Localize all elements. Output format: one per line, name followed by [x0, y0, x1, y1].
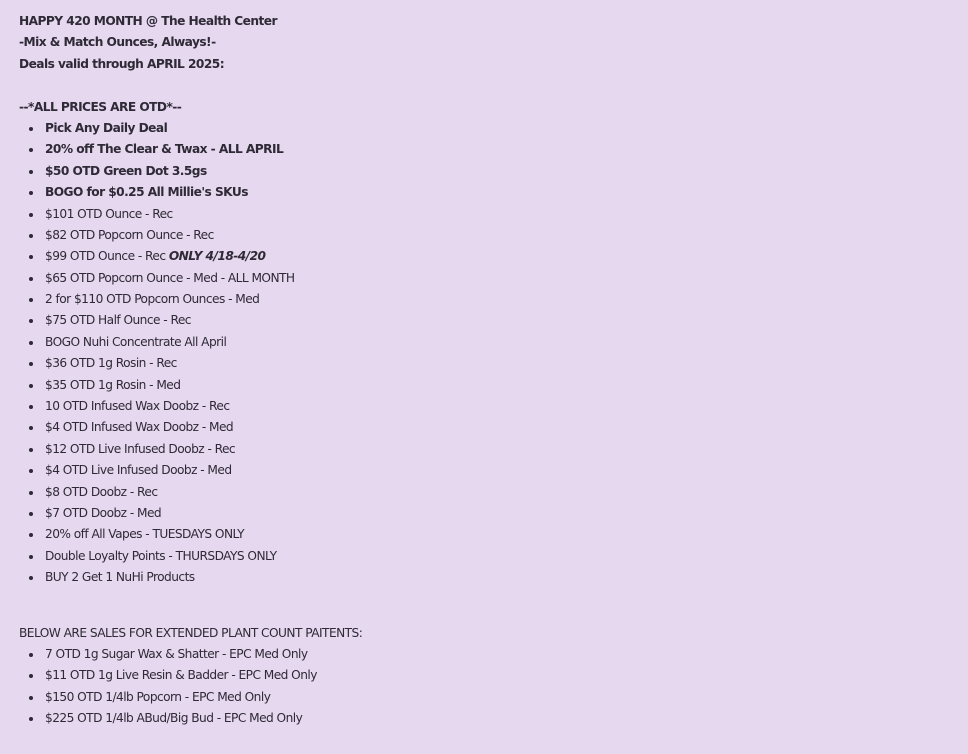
epc-deals-list [19, 644, 968, 730]
deal-item-date-note: ONLY 4/18-4/20 [168, 249, 266, 264]
deal-item: $4 OTD Live Infused Doobz - Med [19, 460, 968, 481]
spacer [19, 75, 968, 96]
deal-item: $4 OTD Infused Wax Doobz - Med [19, 417, 968, 438]
deal-item: Pick Any Daily Deal [19, 118, 968, 139]
deal-item: 10 OTD Infused Wax Doobz - Rec [19, 396, 968, 417]
deal-item: BOGO Nuhi Concentrate All April [19, 332, 968, 353]
deal-item: BUY 2 Get 1 NuHi Products [19, 567, 968, 588]
deal-item: BOGO for $0.25 All Millie's SKUs [19, 182, 968, 203]
spacer [19, 589, 968, 623]
header-title: HAPPY 420 MONTH @ The Health Center [19, 14, 277, 28]
epc-deal-item: $225 OTD 1/4lb ABud/Big Bud - EPC Med Only [19, 708, 968, 729]
epc-deal-item: 7 OTD 1g Sugar Wax & Shatter - EPC Med Only [19, 644, 968, 665]
deal-item-special [19, 246, 968, 267]
deal-item: 2 for $110 OTD Popcorn Ounces - Med [19, 289, 968, 310]
deal-item: $82 OTD Popcorn Ounce - Rec [19, 225, 968, 246]
deal-item: $50 OTD Green Dot 3.5gs [19, 161, 968, 182]
header-subtitle: -Mix & Match Ounces, Always!- [19, 35, 216, 50]
deal-item-text: $99 OTD Ounce - Rec [45, 249, 169, 264]
deal-item: $65 OTD Popcorn Ounce - Med - ALL MONTH [19, 268, 968, 289]
deal-item: $75 OTD Half Ounce - Rec [19, 310, 968, 331]
deal-item: $12 OTD Live Infused Doobz - Rec [19, 439, 968, 460]
deal-item: $7 OTD Doobz - Med [19, 503, 968, 524]
deals-list [19, 118, 968, 589]
deal-item: $35 OTD 1g Rosin - Med [19, 375, 968, 396]
header-validity: Deals valid through APRIL 2025: [19, 56, 225, 71]
otd-notice: --*ALL PRICES ARE OTD*-- [19, 99, 182, 114]
deal-item: 20% off All Vapes - TUESDAYS ONLY [19, 524, 968, 545]
deal-item: 20% off The Clear & Twax - ALL APRIL [19, 139, 968, 160]
epc-heading: BELOW ARE SALES FOR EXTENDED PLANT COUNT PAITENTS: [19, 625, 363, 640]
deal-item: $36 OTD 1g Rosin - Rec [19, 353, 968, 374]
deal-item: Double Loyalty Points - THURSDAYS ONLY [19, 546, 968, 567]
epc-deal-item: $11 OTD 1g Live Resin & Badder - EPC Med Only [19, 665, 968, 686]
deal-item: $101 OTD Ounce - Rec [19, 204, 968, 225]
deal-item: $8 OTD Doobz - Rec [19, 482, 968, 503]
epc-deal-item: $150 OTD 1/4lb Popcorn - EPC Med Only [19, 687, 968, 708]
